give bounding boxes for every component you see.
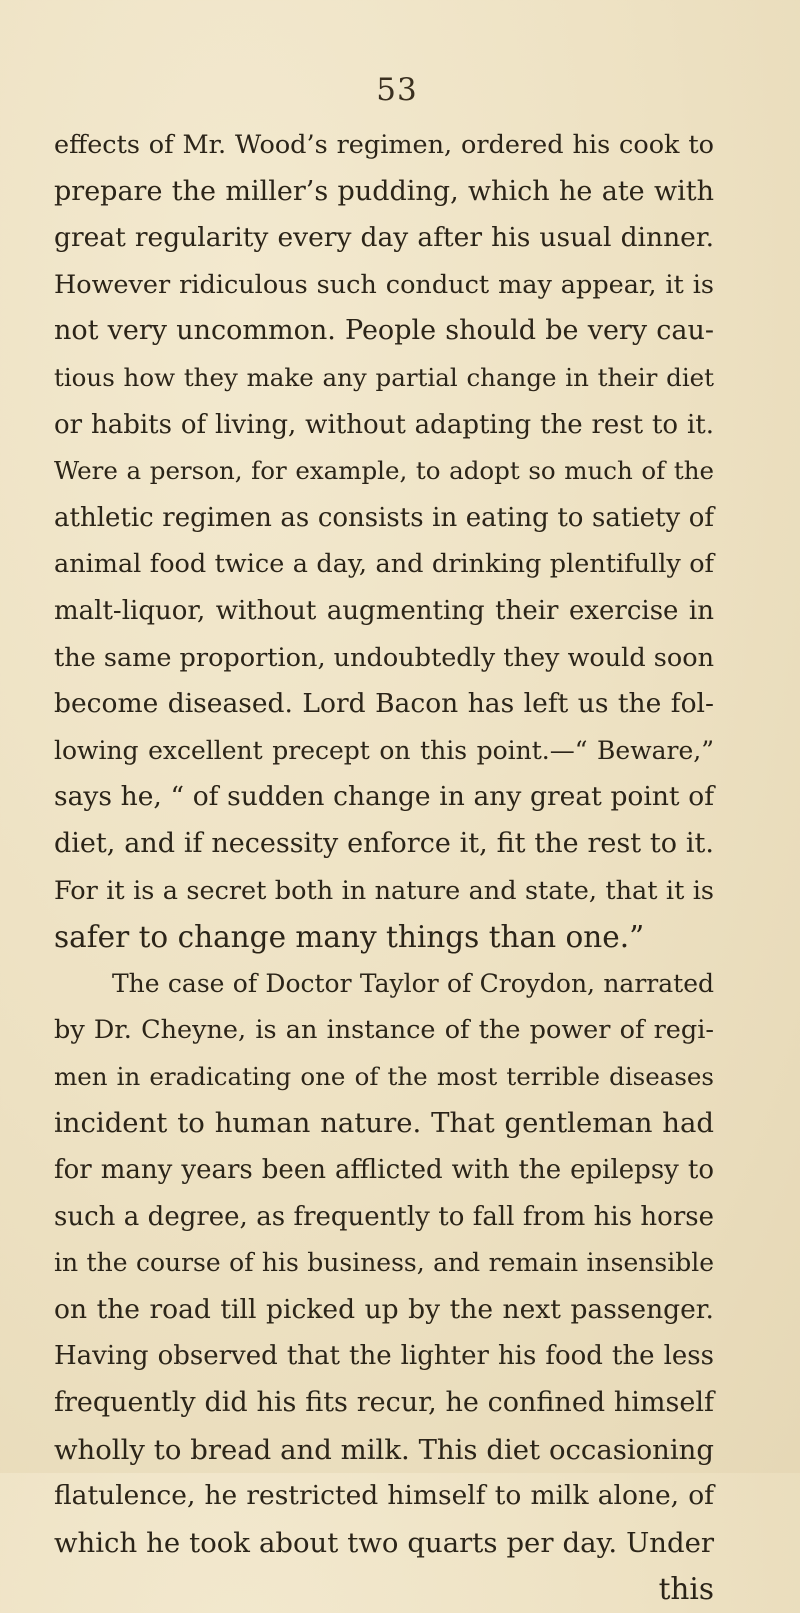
text-line: says he, “ of sudden change in any great point of	[54, 781, 714, 813]
body-text	[54, 122, 714, 1613]
text-line: flatulence, he restricted himself to milk alone, of	[54, 1480, 714, 1512]
text-line: prepare the miller’s pudding, which he ate with	[54, 175, 714, 207]
text-line: frequently did his fits recur, he confined himself	[54, 1387, 714, 1419]
text-line: safer to change many things than one.”	[54, 920, 645, 955]
text-line: for many years been afflicted with the epilepsy to	[54, 1155, 714, 1186]
text-line: not very uncommon. People should be very cau-	[54, 315, 714, 347]
text-line: such a degree, as frequently to fall from his horse	[54, 1201, 714, 1232]
text-line: the same proportion, undoubtedly they would soon	[54, 642, 714, 673]
text-line: Having observed that the lighter his food the less	[54, 1341, 714, 1372]
text-line: by Dr. Cheyne, is an instance of the power of regi-	[54, 1015, 714, 1046]
text-line: which he took about two quarts per day. Under	[54, 1526, 714, 1559]
text-line: men in eradicating one of the most terrible diseases	[54, 1061, 714, 1091]
text-line: become diseased. Lord Bacon has left us the fol-	[54, 688, 714, 720]
text-line: incident to human nature. That gentleman had	[54, 1107, 714, 1140]
text-line: in the course of his business, and remain insensible	[54, 1248, 714, 1278]
page-number: 53	[376, 72, 418, 108]
text-line: lowing excellent precept on this point.—“ Beware,”	[54, 735, 714, 765]
text-line: However ridiculous such conduct may appear, it is	[54, 269, 714, 300]
text-line: or habits of living, without adapting the rest to it.	[54, 409, 714, 440]
text-line: tious how they make any partial change in their diet	[54, 362, 714, 392]
text-line: Were a person, for example, to adopt so much of the	[54, 456, 714, 486]
text-line: effects of Mr. Wood’s regimen, ordered his cook to	[54, 130, 714, 160]
text-line: wholly to bread and milk. This diet occasioning	[54, 1433, 714, 1466]
text-line: on the road till picked up by the next passenger.	[54, 1293, 714, 1325]
paragraph-start-line: The case of Doctor Taylor of Croydon, narrated	[112, 968, 714, 998]
text-line: malt-liquor, without augmenting their exercise in	[54, 595, 714, 626]
text-line: For it is a secret both in nature and state, that it is	[54, 875, 714, 906]
text-line: great regularity every day after his usual dinner.	[54, 222, 714, 254]
text-line: diet, and if necessity enforce it, fit the rest to it.	[54, 827, 714, 859]
text-line: animal food twice a day, and drinking plentifully of	[54, 549, 714, 580]
catchword: this	[658, 1572, 714, 1607]
text-line: athletic regimen as consists in eating to satiety of	[54, 502, 714, 533]
